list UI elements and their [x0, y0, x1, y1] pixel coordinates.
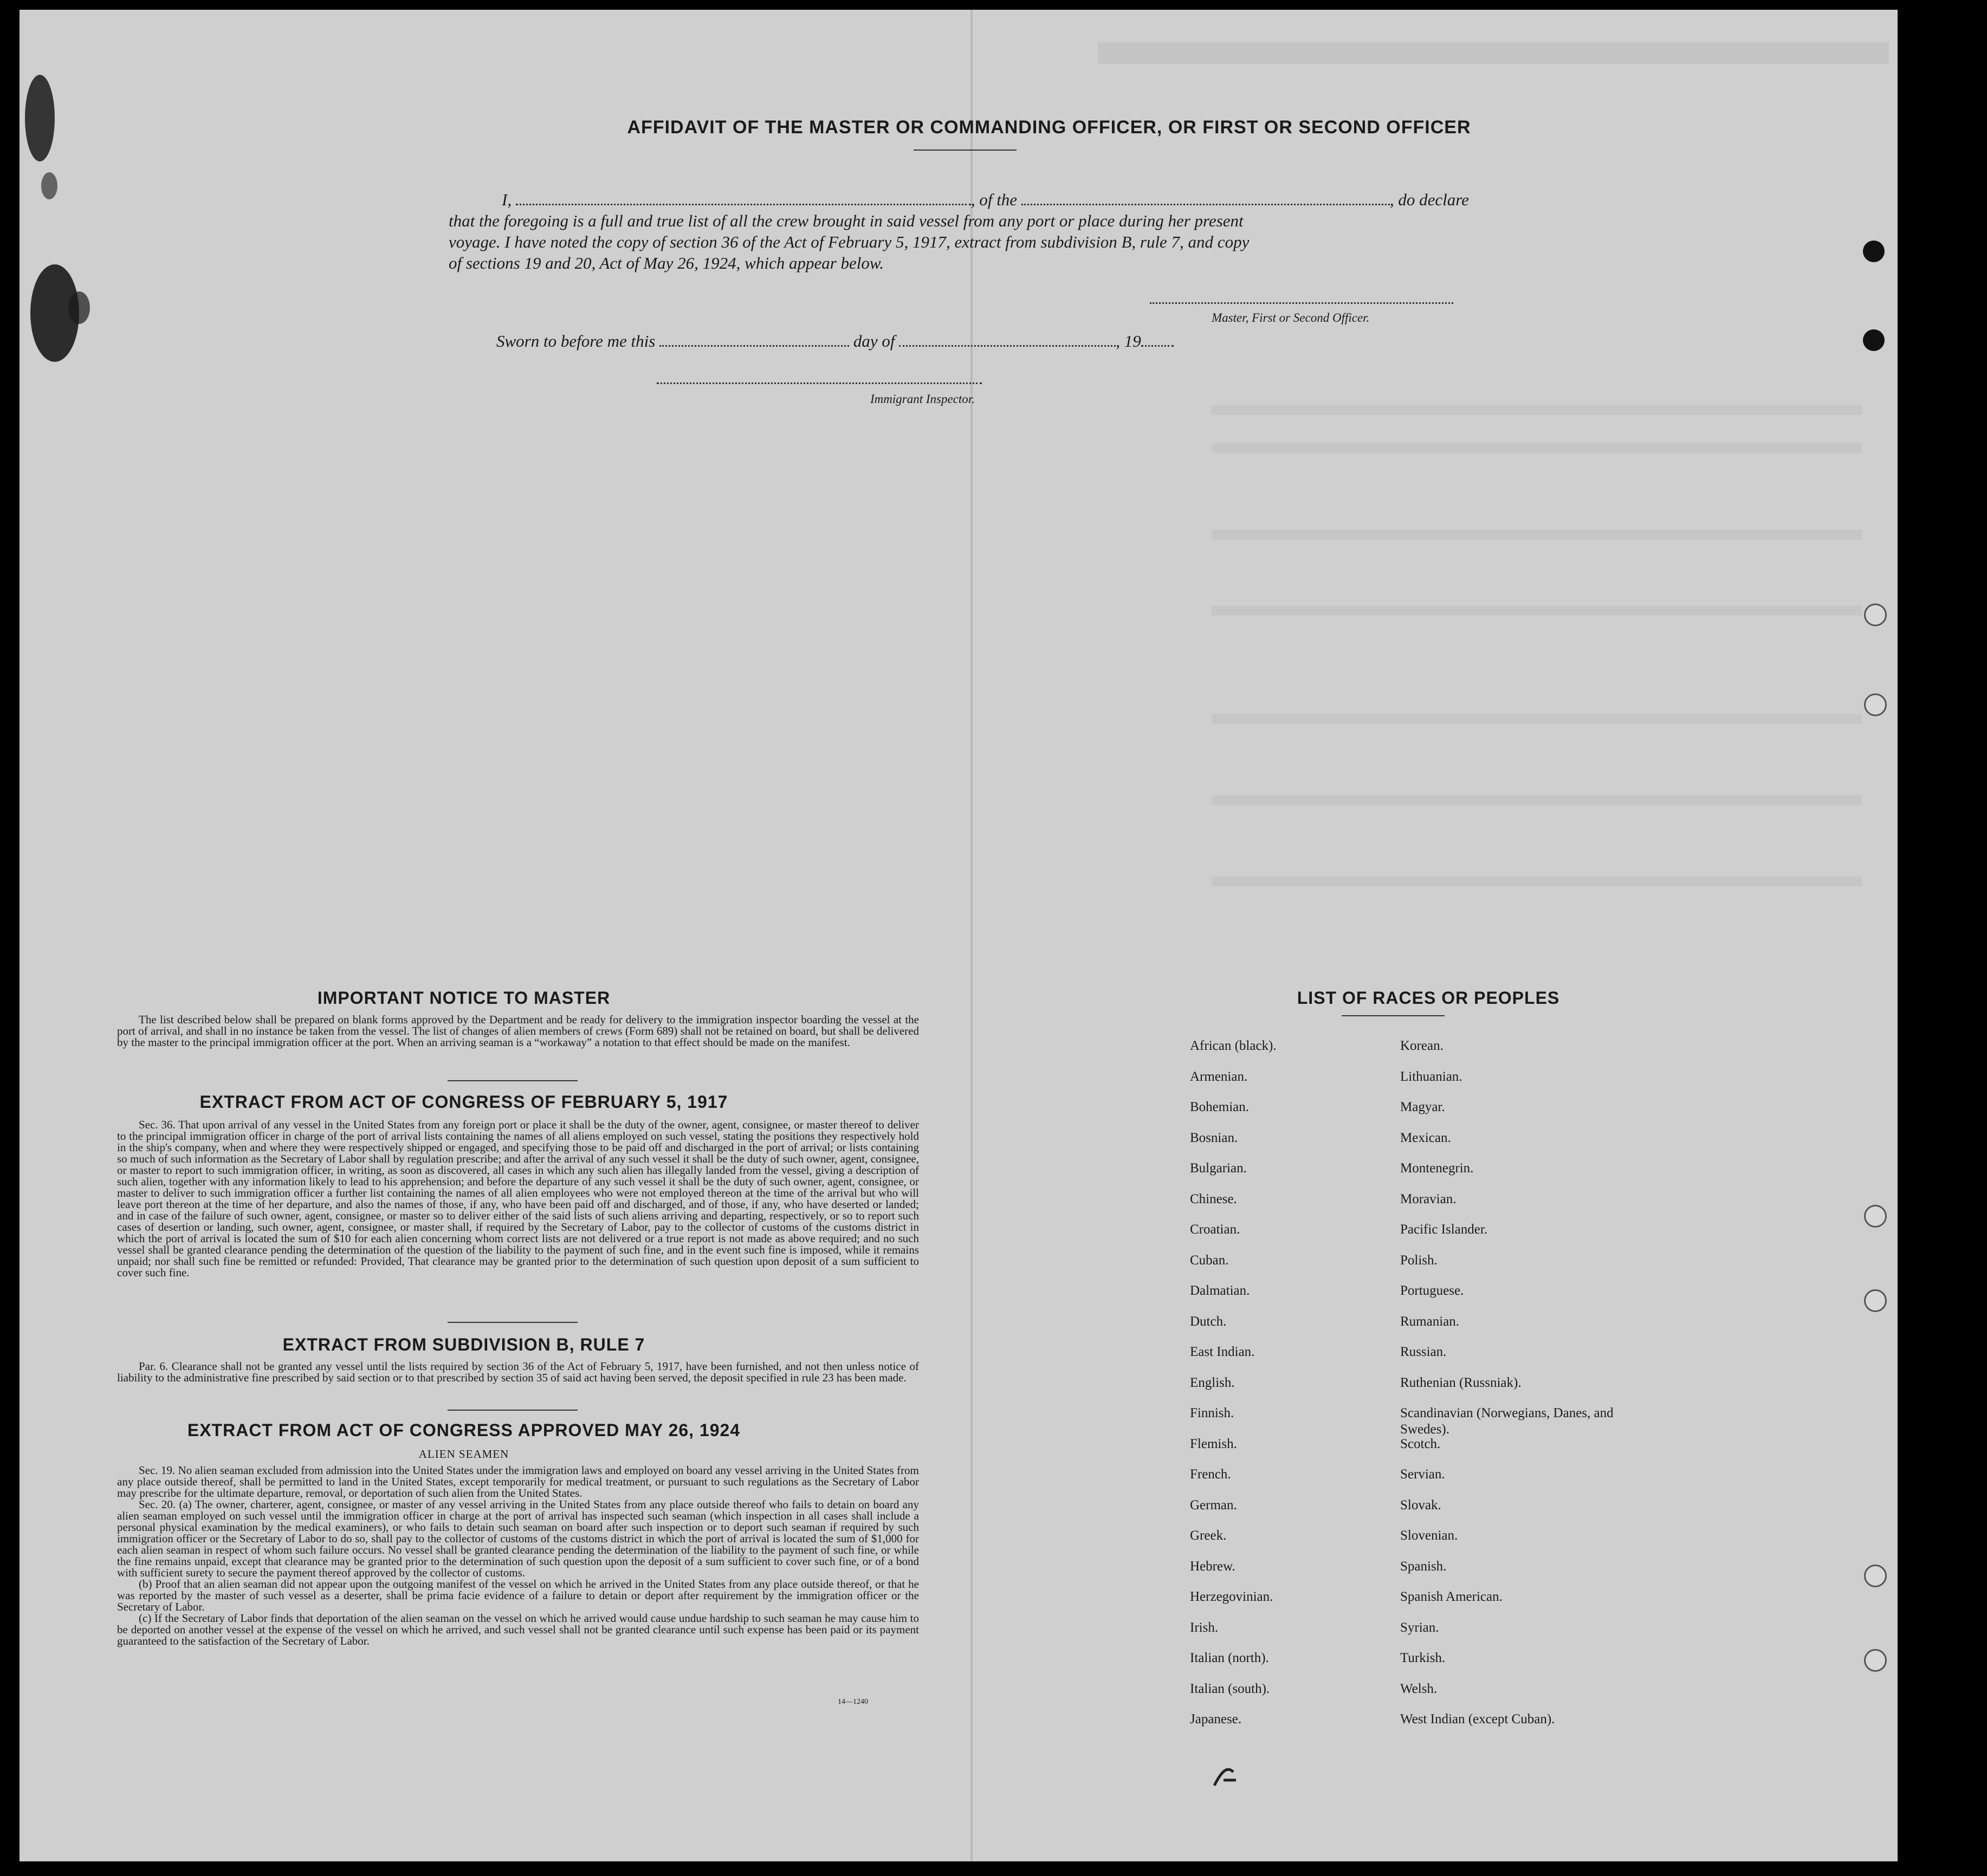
race-item: Italian (south). [1190, 1681, 1270, 1696]
race-item: Rumanian. [1400, 1314, 1460, 1329]
race-item: German. [1190, 1497, 1237, 1513]
extract-1924-title: EXTRACT FROM ACT OF CONGRESS APPROVED MAY 26, 1924 [187, 1420, 741, 1440]
master-signature-blank[interactable] [1150, 302, 1453, 304]
sworn-month-blank[interactable] [899, 332, 1116, 347]
race-item: Ruthenian (Russniak). [1400, 1375, 1522, 1390]
races-left-column [1190, 1038, 1396, 1742]
race-item: Irish. [1190, 1620, 1219, 1635]
sec20a-paragraph: Sec. 20. (a) The owner, charterer, agent, consignee, or master of any vessel arriving in the United States from any place outside thereof who fails to detain on board any alien seaman employed on such vessel until the immigration officer in charge at the port of arrival has inspected such seaman (which inspection in all cases shall include a personal physical examination by the medical examiners), or who fails to detain such seaman on board after such inspection or to deport such seaman if required by such immigration officer or the Secretary of Labor to do so, shall pay to the collector of customs of the customs district in which the port of arrival is located the sum of $1,000 for each alien seaman in respect of whom such failure occurs. No vessel shall be granted clearance pending the determination of the liability to the payment of such fine, or while the fine remains unpaid, except that clearance may be granted prior to the determination of such question upon the deposit of a sum sufficient to cover such fine, or of a bond with sufficient surety to secure the payment thereof approved by the collector of customs. [117, 1498, 919, 1579]
race-item: Croatian. [1190, 1222, 1240, 1237]
punch-hole [1863, 329, 1885, 351]
race-item: Portuguese. [1400, 1283, 1464, 1298]
race-item: Bohemian. [1190, 1100, 1250, 1114]
ink-stain [25, 75, 55, 161]
inspector-signature-blank[interactable] [657, 382, 982, 384]
race-item: Welsh. [1400, 1681, 1438, 1696]
races-title: LIST OF RACES OR PEOPLES [1297, 988, 1560, 1008]
race-item: Spanish. [1400, 1559, 1447, 1574]
affidavit-line-2: that the foregoing is a full and true list of all the crew brought in said vessel from any port or place during her present [449, 211, 1244, 230]
race-item: Finnish. [1190, 1406, 1234, 1420]
race-item: Chinese. [1190, 1191, 1237, 1206]
text-day-of: day of [853, 332, 895, 350]
divider [448, 1080, 578, 1081]
race-item: Magyar. [1400, 1100, 1445, 1114]
notice-paragraph: The list described below shall be prepared on blank forms approved by the Department and be ready for delivery to the immigration inspector boarding the vessel at the port of arrival, and shall in no instance be taken from the vessel. The list of changes of alien members of crews (Form 689) shall not be retained on board, but shall be delivered by the master to the principal immigration officer at the port. When an arriving seaman is a “workaway” a notation to that effect should be made on the manifest. [117, 1013, 919, 1049]
sec20b-paragraph: (b) Proof that an alien seaman did not appear upon the outgoing manifest of the vessel on which he arrived in the United States from any place outside thereof, or that he was reported by the master of such vessel as a deserter, shall be prima facie evidence of a failure to detain or deport after requirement by the immigration officer or the Secretary of Labor. [117, 1578, 919, 1613]
subdivision-b-text [117, 1361, 919, 1384]
alien-seamen-subtitle: ALIEN SEAMEN [418, 1447, 509, 1460]
manifest-back-page [20, 10, 1898, 1861]
affidavit-line-1 [502, 190, 1469, 210]
race-item: Armenian. [1190, 1069, 1248, 1084]
race-item: Scandinavian (Norwegians, Danes, and Swedes). [1400, 1406, 1614, 1437]
race-item: African (black). [1190, 1038, 1277, 1053]
race-item: Mexican. [1400, 1130, 1451, 1145]
race-item: Korean. [1400, 1038, 1444, 1053]
affidavit-title: AFFIDAVIT OF THE MASTER OR COMMANDING OFFICER, OR FIRST OR SECOND OFFICER [627, 117, 1471, 138]
sworn-year-blank[interactable] [1141, 332, 1174, 347]
sworn-line [496, 332, 1174, 351]
sworn-day-blank[interactable] [659, 332, 849, 347]
punch-hole-ring [1864, 1289, 1887, 1312]
race-item: Italian (north). [1190, 1651, 1269, 1665]
extract-1917-title: EXTRACT FROM ACT OF CONGRESS OF FEBRUARY 5, 1917 [199, 1092, 728, 1112]
race-item: Slovenian. [1400, 1528, 1458, 1543]
notice-title: IMPORTANT NOTICE TO MASTER [317, 988, 611, 1008]
text-19: , 19 [1116, 332, 1141, 350]
race-item: Greek. [1190, 1528, 1227, 1543]
race-item: Russian. [1400, 1345, 1447, 1359]
race-item: Spanish American. [1400, 1589, 1503, 1604]
affidavit-line-4: of sections 19 and 20, Act of May 26, 1924, which appear below. [449, 254, 884, 272]
punch-hole-ring [1864, 1205, 1887, 1228]
page-fold [970, 10, 973, 1861]
race-item: Dutch. [1190, 1314, 1227, 1329]
race-item: Flemish. [1190, 1436, 1237, 1451]
race-item: Polish. [1400, 1252, 1438, 1268]
sec36-paragraph: Sec. 36. That upon arrival of any vessel in the United States from any foreign port or place it shall be the duty of the owner, agent, consignee, or master thereof to deliver to the principal immigration officer in charge of the port of arrival lists containing the names of all aliens employed on such vessel, stating the positions they respectively hold in the ship's company, when and where they were respectively shipped or engaged, and specifying those to be paid off and discharged in the port of arrival; or lists containing so much of such information as the Secretary of Labor shall by regulation prescribe; and after the arrival of any such vessel it shall be the duty of such owner, agent, consignee, or master to report to such immigration officer, in writing, as soon as discovered, all cases in which any such alien has illegally landed from the vessel, giving a description of such alien, together with any information likely to lead to his apprehension; and before the departure of any such vessel it shall be the duty of such owner, agent, consignee, or master to deliver to such immigration officer a further list containing the names of all alien employees who were not employed thereon at the time of the arrival but who will leave port thereon at the time of her departure, and also the names of those, if any, who have been paid off and discharged, and of those, if any, who have deserted or landed; and in case of the failure of such owner, agent, consignee, or master so to deliver either of the said lists of such aliens arriving and departing, respectively, or so to report such cases of desertion or landing, such owner, agent, consignee, or master shall, if required by the Secretary of Labor, pay to the collector of customs of the customs district in which the port of arrival is located the sum of $10 for each alien concerning whom correct lists are not delivered or a true report is not made as above required; and no such vessel shall be granted clearance pending the determination of the question of the liability to the payment of such fine, and in the event such fine is imposed, while it remains unpaid; nor shall such fine be remitted or refunded: Provided, That clearance may be granted prior to the determination of such question upon deposit of a sum sufficient to cover such fine. [117, 1118, 919, 1279]
inspector-label: Immigrant Inspector. [870, 392, 975, 406]
divider [448, 1410, 578, 1411]
races-underline [1342, 1015, 1445, 1016]
punch-hole-ring [1864, 1649, 1887, 1672]
divider [448, 1322, 578, 1323]
race-item: Turkish. [1400, 1651, 1446, 1665]
text-sworn: Sworn to before me this [496, 332, 656, 350]
extract-1924-text [117, 1465, 919, 1647]
race-item: Montenegrin. [1400, 1161, 1474, 1176]
ink-stain [41, 172, 57, 199]
race-item: Slovak. [1400, 1497, 1441, 1513]
sec19-paragraph: Sec. 19. No alien seaman excluded from admission into the United States under the immigration laws and employed on board any vessel arriving in the United States from any place outside thereof, shall be permitted to land in the United States, except temporarily for medical treatment, or pursuant to such regulations as the Secretary of Labor may prescribe for the ultimate departure, removal, or deportation of such alien from the United States. [117, 1464, 919, 1499]
master-name-blank[interactable] [516, 191, 971, 205]
notice-text [117, 1014, 919, 1048]
text-do-declare: , do declare [1389, 190, 1469, 209]
text-i: I, [502, 190, 512, 209]
races-right-column [1400, 1038, 1628, 1742]
ink-stain [68, 291, 90, 324]
race-item: Bulgarian. [1190, 1161, 1247, 1176]
affidavit-line-3: voyage. I have noted the copy of section 36 of the Act of February 5, 1917, extract from subdivision B, rule 7, and copy [449, 232, 1250, 251]
race-item: Hebrew. [1190, 1559, 1235, 1574]
race-item: Dalmatian. [1190, 1283, 1250, 1298]
form-number: 14—1240 [838, 1698, 868, 1706]
punch-hole [1863, 241, 1885, 262]
race-item: Syrian. [1400, 1620, 1439, 1635]
race-item: Cuban. [1190, 1252, 1229, 1268]
vessel-name-blank[interactable] [1021, 191, 1390, 205]
punch-hole-ring [1864, 1565, 1887, 1587]
race-item: Servian. [1400, 1467, 1445, 1482]
sec20c-paragraph: (c) If the Secretary of Labor finds that deportation of the alien seaman on the vessel on which he arrived would cause undue hardship to such seaman he may cause him to be deported on another vessel at the expense of the vessel on which he arrived, and such vessel shall not be granted clearance until such expense has been paid or its payment guaranteed to the satisfaction of the Secretary of Labor. [117, 1612, 919, 1647]
title-underline [914, 150, 1017, 151]
punch-hole-ring [1864, 693, 1887, 716]
par6-paragraph: Par. 6. Clearance shall not be granted any vessel until the lists required by section 36 of the Act of February 5, 1917, have been furnished, and not then unless notice of liability to the administrative fine prescribed by said section or to that prescribed by section 35 of said act having been served, the deposit specified in rule 23 has been made. [117, 1360, 919, 1384]
race-item: French. [1190, 1467, 1231, 1482]
race-item: Bosnian. [1190, 1130, 1238, 1145]
race-item: East Indian. [1190, 1345, 1255, 1359]
race-item: Moravian. [1400, 1191, 1457, 1206]
race-item: Pacific Islander. [1400, 1222, 1488, 1237]
master-signature-label: Master, First or Second Officer. [1212, 311, 1370, 324]
text-of-the: , of the [970, 190, 1018, 209]
race-item: English. [1190, 1375, 1235, 1390]
race-item: West Indian (except Cuban). [1400, 1712, 1555, 1726]
race-item: Herzegovinian. [1190, 1589, 1273, 1604]
punch-hole-ring [1864, 603, 1887, 626]
subdivision-b-title: EXTRACT FROM SUBDIVISION B, RULE 7 [282, 1335, 645, 1354]
race-item: Japanese. [1190, 1712, 1242, 1726]
race-item: Lithuanian. [1400, 1069, 1462, 1084]
race-item: Scotch. [1400, 1436, 1441, 1451]
extract-1917-text [117, 1119, 919, 1278]
pencil-mark [1212, 1764, 1244, 1791]
